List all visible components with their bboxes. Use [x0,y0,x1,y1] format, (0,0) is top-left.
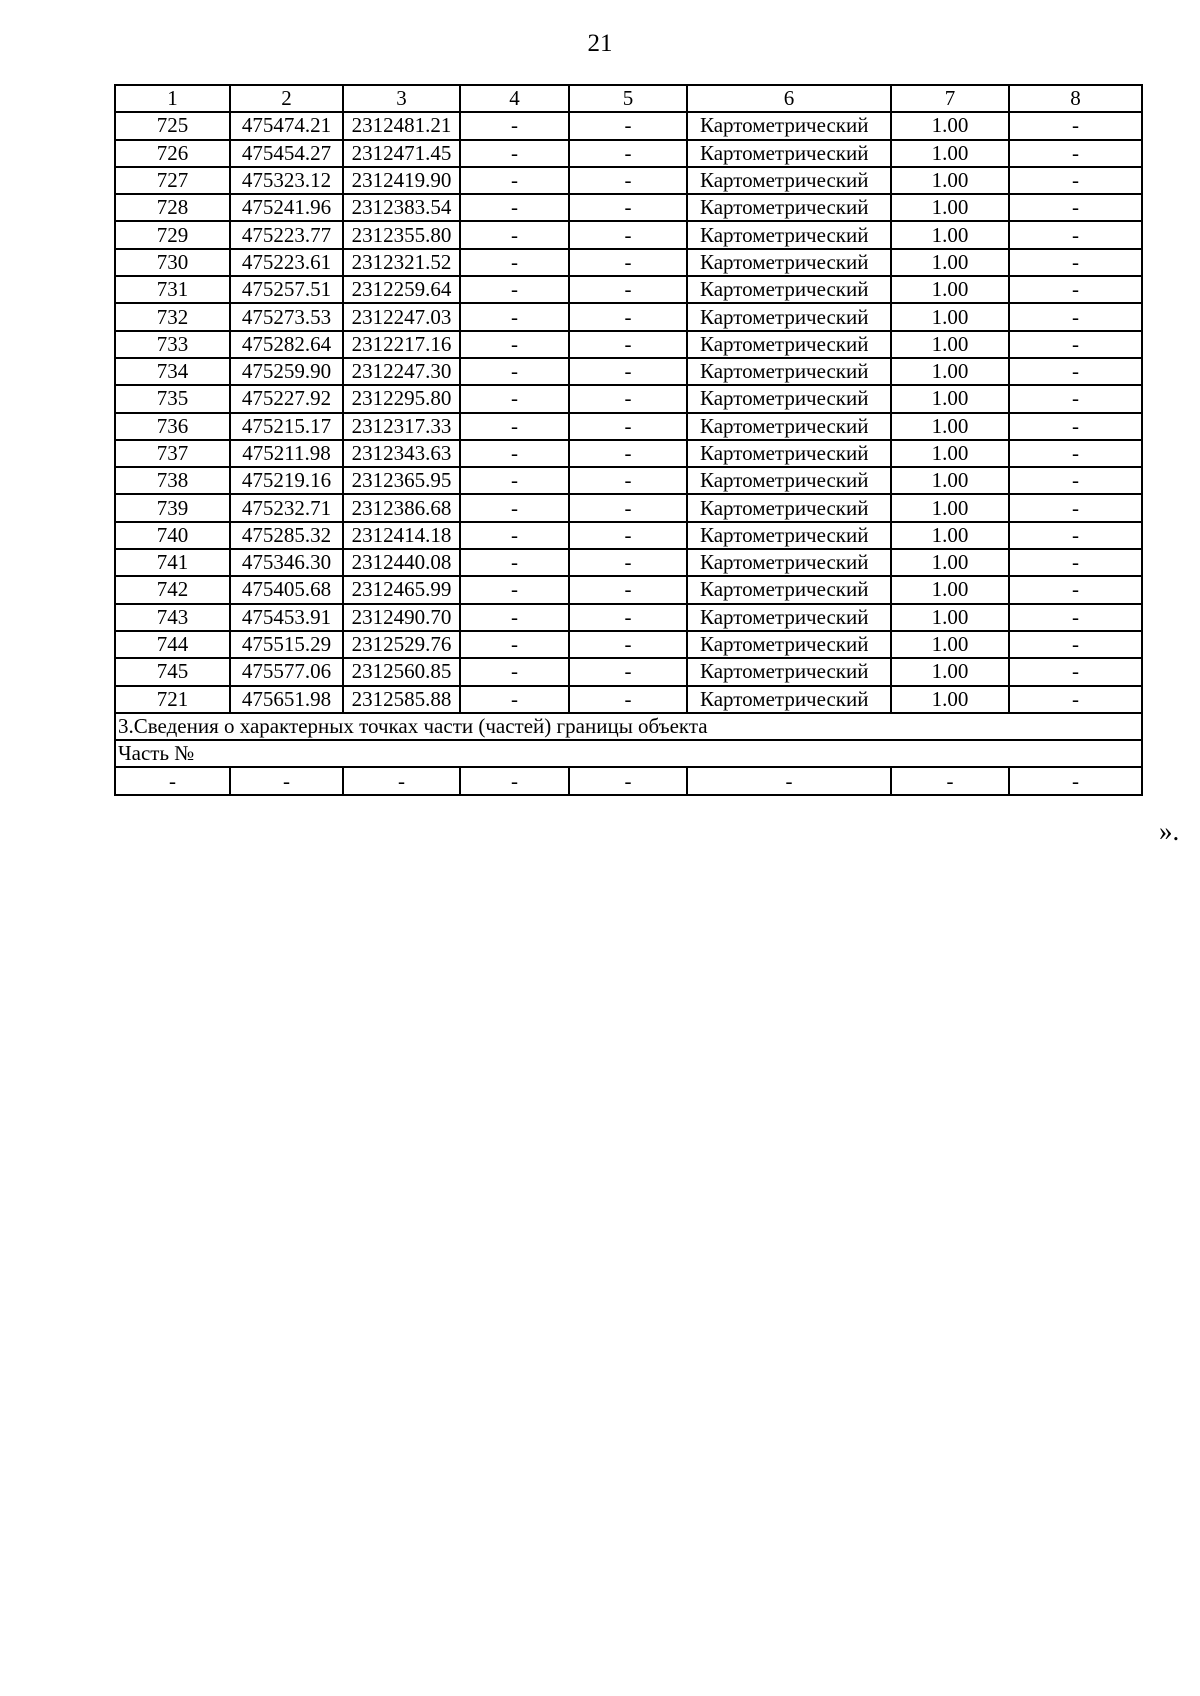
y-coordinate-cell: 2312295.80 [343,385,460,412]
accuracy-cell: 1.00 [891,440,1009,467]
col5-cell: - [569,331,687,358]
col8-cell: - [1009,303,1142,330]
table-footer [115,713,1142,795]
table-row [115,440,1142,467]
accuracy-cell: 1.00 [891,167,1009,194]
col4-cell: - [460,303,569,330]
x-coordinate-cell: 475323.12 [230,167,343,194]
accuracy-cell: 1.00 [891,194,1009,221]
x-coordinate-cell: 475219.16 [230,467,343,494]
method-cell: Картометрический [687,413,891,440]
point-number-cell: 734 [115,358,230,385]
x-coordinate-cell: 475232.71 [230,494,343,521]
accuracy-cell: 1.00 [891,358,1009,385]
y-coordinate-cell: 2312419.90 [343,167,460,194]
table-row [115,604,1142,631]
x-coordinate-cell: 475223.61 [230,249,343,276]
method-cell: Картометрический [687,358,891,385]
x-coordinate-cell: 475651.98 [230,686,343,713]
method-cell: Картометрический [687,631,891,658]
table-row [115,576,1142,603]
method-cell: Картометрический [687,385,891,412]
table-row [115,549,1142,576]
header-cell: 8 [1009,85,1142,112]
x-coordinate-cell: 475259.90 [230,358,343,385]
method-cell: Картометрический [687,686,891,713]
col4-cell: - [460,112,569,139]
col8-cell: - [1009,686,1142,713]
x-coordinate-cell: 475241.96 [230,194,343,221]
point-number-cell: 739 [115,494,230,521]
method-cell: Картометрический [687,494,891,521]
col8-cell: - [1009,276,1142,303]
col5-cell: - [569,303,687,330]
accuracy-cell: 1.00 [891,467,1009,494]
col8-cell: - [1009,249,1142,276]
col5-cell: - [569,440,687,467]
col5-cell: - [569,686,687,713]
col4-cell: - [460,686,569,713]
empty-cell: - [115,767,230,794]
col5-cell: - [569,658,687,685]
col4-cell: - [460,631,569,658]
table-row [115,658,1142,685]
col8-cell: - [1009,440,1142,467]
col4-cell: - [460,522,569,549]
accuracy-cell: 1.00 [891,658,1009,685]
table-row [115,112,1142,139]
col4-cell: - [460,385,569,412]
point-number-cell: 737 [115,440,230,467]
y-coordinate-cell: 2312414.18 [343,522,460,549]
col8-cell: - [1009,112,1142,139]
col5-cell: - [569,167,687,194]
table-row [115,358,1142,385]
empty-cell: - [460,767,569,794]
y-coordinate-cell: 2312247.03 [343,303,460,330]
point-number-cell: 742 [115,576,230,603]
x-coordinate-cell: 475227.92 [230,385,343,412]
table-row [115,686,1142,713]
x-coordinate-cell: 475405.68 [230,576,343,603]
accuracy-cell: 1.00 [891,686,1009,713]
empty-part-row [115,767,1142,794]
x-coordinate-cell: 475211.98 [230,440,343,467]
table-row [115,413,1142,440]
header-cell: 6 [687,85,891,112]
col5-cell: - [569,249,687,276]
point-number-cell: 728 [115,194,230,221]
y-coordinate-cell: 2312321.52 [343,249,460,276]
method-cell: Картометрический [687,194,891,221]
table-row [115,303,1142,330]
method-cell: Картометрический [687,658,891,685]
col4-cell: - [460,604,569,631]
method-cell: Картометрический [687,276,891,303]
table-row [115,276,1142,303]
x-coordinate-cell: 475282.64 [230,331,343,358]
point-number-cell: 729 [115,221,230,248]
col5-cell: - [569,221,687,248]
section-title: 3.Сведения о характерных точках части (частей) границы объекта [115,713,1142,740]
method-cell: Картометрический [687,303,891,330]
col5-cell: - [569,522,687,549]
y-coordinate-cell: 2312471.45 [343,140,460,167]
col4-cell: - [460,549,569,576]
col5-cell: - [569,576,687,603]
method-cell: Картометрический [687,221,891,248]
method-cell: Картометрический [687,440,891,467]
col4-cell: - [460,249,569,276]
accuracy-cell: 1.00 [891,522,1009,549]
point-number-cell: 732 [115,303,230,330]
y-coordinate-cell: 2312465.99 [343,576,460,603]
accuracy-cell: 1.00 [891,604,1009,631]
point-number-cell: 735 [115,385,230,412]
col4-cell: - [460,194,569,221]
col5-cell: - [569,194,687,221]
y-coordinate-cell: 2312585.88 [343,686,460,713]
point-number-cell: 745 [115,658,230,685]
method-cell: Картометрический [687,167,891,194]
accuracy-cell: 1.00 [891,549,1009,576]
table-row [115,467,1142,494]
col5-cell: - [569,631,687,658]
accuracy-cell: 1.00 [891,331,1009,358]
x-coordinate-cell: 475346.30 [230,549,343,576]
col5-cell: - [569,604,687,631]
y-coordinate-cell: 2312529.76 [343,631,460,658]
table-row [115,221,1142,248]
x-coordinate-cell: 475515.29 [230,631,343,658]
x-coordinate-cell: 475577.06 [230,658,343,685]
method-cell: Картометрический [687,522,891,549]
page-number: 21 [587,30,613,57]
section-title-row [115,713,1142,740]
y-coordinate-cell: 2312217.16 [343,331,460,358]
method-cell: Картометрический [687,112,891,139]
x-coordinate-cell: 475285.32 [230,522,343,549]
accuracy-cell: 1.00 [891,249,1009,276]
method-cell: Картометрический [687,467,891,494]
col5-cell: - [569,385,687,412]
table-row [115,140,1142,167]
accuracy-cell: 1.00 [891,413,1009,440]
accuracy-cell: 1.00 [891,112,1009,139]
boundary-points-table [114,84,1143,796]
col8-cell: - [1009,221,1142,248]
col8-cell: - [1009,604,1142,631]
header-cell: 2 [230,85,343,112]
col5-cell: - [569,494,687,521]
col4-cell: - [460,413,569,440]
table-row [115,167,1142,194]
method-cell: Картометрический [687,140,891,167]
col8-cell: - [1009,385,1142,412]
accuracy-cell: 1.00 [891,140,1009,167]
col8-cell: - [1009,167,1142,194]
x-coordinate-cell: 475273.53 [230,303,343,330]
col5-cell: - [569,140,687,167]
col8-cell: - [1009,467,1142,494]
part-label: Часть № [115,740,1142,767]
col4-cell: - [460,358,569,385]
table-row [115,631,1142,658]
accuracy-cell: 1.00 [891,494,1009,521]
point-number-cell: 733 [115,331,230,358]
y-coordinate-cell: 2312365.95 [343,467,460,494]
y-coordinate-cell: 2312355.80 [343,221,460,248]
col8-cell: - [1009,140,1142,167]
method-cell: Картометрический [687,549,891,576]
point-number-cell: 740 [115,522,230,549]
col8-cell: - [1009,549,1142,576]
col5-cell: - [569,276,687,303]
table-row [115,249,1142,276]
col5-cell: - [569,467,687,494]
col4-cell: - [460,467,569,494]
y-coordinate-cell: 2312386.68 [343,494,460,521]
part-label-row [115,740,1142,767]
empty-cell: - [343,767,460,794]
header-cell: 3 [343,85,460,112]
point-number-cell: 721 [115,686,230,713]
col4-cell: - [460,331,569,358]
y-coordinate-cell: 2312259.64 [343,276,460,303]
method-cell: Картометрический [687,249,891,276]
point-number-cell: 726 [115,140,230,167]
x-coordinate-cell: 475474.21 [230,112,343,139]
col8-cell: - [1009,358,1142,385]
x-coordinate-cell: 475257.51 [230,276,343,303]
table-row [115,522,1142,549]
y-coordinate-cell: 2312440.08 [343,549,460,576]
empty-cell: - [891,767,1009,794]
x-coordinate-cell: 475223.77 [230,221,343,248]
point-number-cell: 744 [115,631,230,658]
point-number-cell: 730 [115,249,230,276]
point-number-cell: 743 [115,604,230,631]
accuracy-cell: 1.00 [891,221,1009,248]
col5-cell: - [569,413,687,440]
method-cell: Картометрический [687,604,891,631]
x-coordinate-cell: 475215.17 [230,413,343,440]
header-cell: 5 [569,85,687,112]
table-row [115,494,1142,521]
col8-cell: - [1009,631,1142,658]
point-number-cell: 731 [115,276,230,303]
header-cell: 4 [460,85,569,112]
empty-cell: - [1009,767,1142,794]
col4-cell: - [460,221,569,248]
col8-cell: - [1009,494,1142,521]
col5-cell: - [569,358,687,385]
col4-cell: - [460,167,569,194]
col8-cell: - [1009,331,1142,358]
y-coordinate-cell: 2312481.21 [343,112,460,139]
y-coordinate-cell: 2312343.63 [343,440,460,467]
table-row [115,331,1142,358]
accuracy-cell: 1.00 [891,303,1009,330]
accuracy-cell: 1.00 [891,385,1009,412]
point-number-cell: 741 [115,549,230,576]
accuracy-cell: 1.00 [891,276,1009,303]
point-number-cell: 725 [115,112,230,139]
method-cell: Картометрический [687,576,891,603]
point-number-cell: 738 [115,467,230,494]
accuracy-cell: 1.00 [891,576,1009,603]
y-coordinate-cell: 2312317.33 [343,413,460,440]
point-number-cell: 736 [115,413,230,440]
col8-cell: - [1009,194,1142,221]
y-coordinate-cell: 2312560.85 [343,658,460,685]
col4-cell: - [460,276,569,303]
point-number-cell: 727 [115,167,230,194]
x-coordinate-cell: 475454.27 [230,140,343,167]
empty-cell: - [569,767,687,794]
header-cell: 7 [891,85,1009,112]
col4-cell: - [460,494,569,521]
method-cell: Картометрический [687,331,891,358]
empty-cell: - [687,767,891,794]
col5-cell: - [569,112,687,139]
col4-cell: - [460,576,569,603]
table-row [115,194,1142,221]
col8-cell: - [1009,658,1142,685]
y-coordinate-cell: 2312247.30 [343,358,460,385]
col4-cell: - [460,440,569,467]
x-coordinate-cell: 475453.91 [230,604,343,631]
empty-cell: - [230,767,343,794]
col8-cell: - [1009,522,1142,549]
header-row [115,85,1142,112]
accuracy-cell: 1.00 [891,631,1009,658]
closing-quote-mark: ». [1159,816,1180,846]
table-body [115,85,1142,713]
col8-cell: - [1009,413,1142,440]
header-cell: 1 [115,85,230,112]
col4-cell: - [460,140,569,167]
col8-cell: - [1009,576,1142,603]
col4-cell: - [460,658,569,685]
y-coordinate-cell: 2312490.70 [343,604,460,631]
table-row [115,385,1142,412]
y-coordinate-cell: 2312383.54 [343,194,460,221]
col5-cell: - [569,549,687,576]
